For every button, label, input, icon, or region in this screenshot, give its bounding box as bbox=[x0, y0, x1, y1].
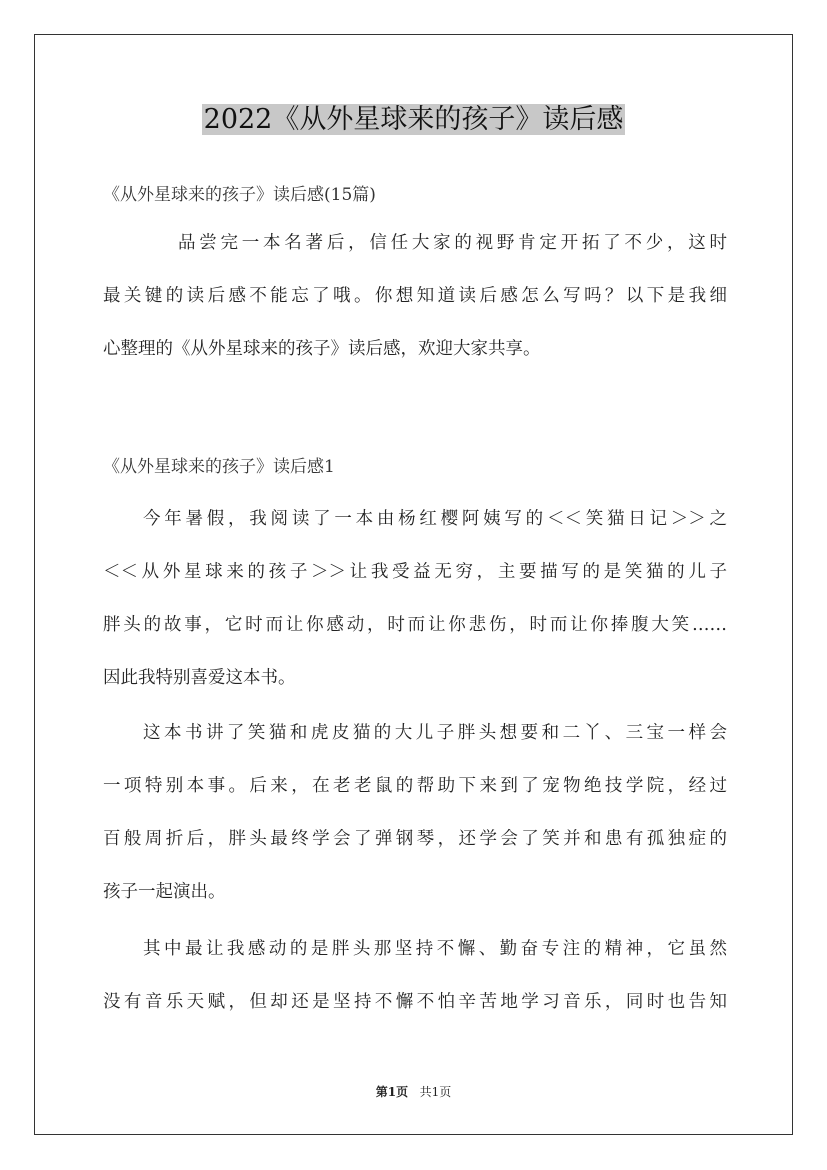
paragraph-line: 没有音乐天赋，但却还是坚持不懈不怕辛苦地学习音乐，同时也告知 bbox=[103, 992, 727, 1012]
paragraph-line: ＜＜从外星球来的孩子＞＞让我受益无穷，主要描写的是笑猫的儿子 bbox=[103, 562, 727, 582]
section-title: 《从外星球来的孩子》读后感1 bbox=[103, 457, 335, 477]
paragraph-1 bbox=[103, 505, 727, 717]
page-number: 第1页 bbox=[375, 1085, 409, 1099]
paragraph-line: 一项特别本事。后来，在老老鼠的帮助下来到了宠物绝技学院，经过 bbox=[103, 776, 727, 796]
paragraph-line: 百般周折后，胖头最终学会了弹钢琴，还学会了笑并和患有孤独症的 bbox=[103, 829, 727, 849]
intro-line: 心整理的《从外星球来的孩子》读后感，欢迎大家共享。 bbox=[103, 339, 541, 359]
document-title-container bbox=[0, 98, 827, 142]
intro-line: 最关键的读后感不能忘了哦。你想知道读后感怎么写吗？以下是我细 bbox=[103, 286, 727, 306]
paragraph-line: 今年暑假，我阅读了一本由杨红樱阿姨写的＜＜笑猫日记＞＞之 bbox=[143, 509, 727, 529]
document-subtitle: 《从外星球来的孩子》读后感(15篇) bbox=[103, 185, 376, 205]
page-footer bbox=[0, 1083, 827, 1100]
paragraph-line: 因此我特别喜爱这本书。 bbox=[103, 668, 296, 688]
paragraph-line: 这本书讲了笑猫和虎皮猫的大儿子胖头想要和二丫、三宝一样会 bbox=[143, 723, 727, 743]
paragraph-3 bbox=[103, 935, 727, 1041]
intro-line: 品尝完一本名著后，信任大家的视野肯定开拓了不少，这时 bbox=[178, 233, 727, 253]
document-title: 2022《从外星球来的孩子》读后感 bbox=[203, 104, 624, 135]
paragraph-2 bbox=[103, 719, 727, 931]
paragraph-line: 孩子一起演出。 bbox=[103, 882, 226, 902]
page-total: 共1页 bbox=[419, 1085, 452, 1099]
paragraph-line: 胖头的故事，它时而让你感动，时而让你悲伤，时而让你捧腹大笑…… bbox=[103, 615, 727, 635]
paragraph-line: 其中最让我感动的是胖头那坚持不懈、勤奋专注的精神，它虽然 bbox=[143, 939, 727, 959]
intro-paragraph bbox=[103, 229, 727, 388]
